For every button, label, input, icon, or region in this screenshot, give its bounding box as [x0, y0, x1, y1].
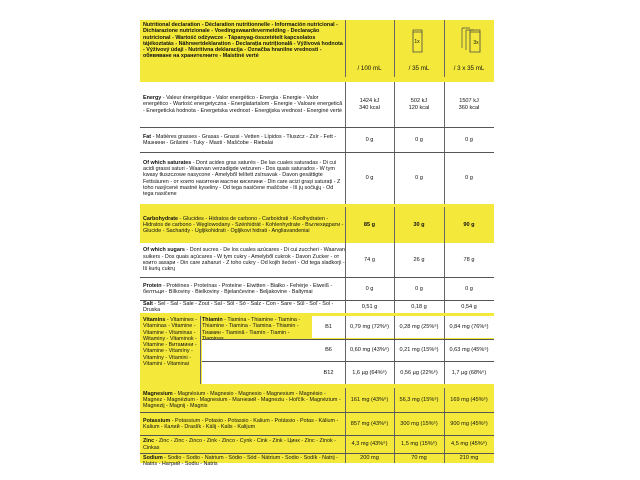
carbohydrate-desc: - Glucides - Hidratos de carbono - Carboidrati - Koolhydraten - Hidratos de carbono - Węglowodany - Szénhidrát - Kohlenhydrate - Въглехидрати - Glucide - Sacharidy - Ugljikohidrati - Ogljikovi hidrati - Angliavandeniai [143, 215, 344, 235]
vitamin-b12-row [202, 362, 494, 384]
magnesium-label: Magnesium [143, 390, 173, 397]
energy-100ml: 1424 kJ 340 kcal [359, 98, 380, 111]
energy-desc: - Valeur énergétique - Valor energético - Energia - Energie - Valor energético - Wartość energetyczna - Energiatartalom - Energie - Valoare energetică - Energetická hodnota - Energetska vrednost - Energijska vrednost - Energinė vertė [143, 95, 343, 114]
nutrition-label [140, 20, 494, 468]
header-row [140, 20, 494, 77]
sodium-100ml: 200 mg [360, 455, 379, 462]
saturates-35ml: 0 g [415, 175, 423, 182]
salt-100ml: 0,51 g [361, 303, 378, 310]
vitamins-label: Vitamins [143, 317, 166, 323]
sugars-100ml: 74 g [364, 256, 375, 263]
vitamins-desc: - Vitamines - Vitaminas - Vitamine - Vitamine - Vitaminas - Witaminy - Vitaminok - Vitamine - Витамини - Vitamine - Vitamíny - Vitamíny - Vitamini - Vitamini - Vitaminai [143, 317, 198, 368]
vitamin-b12-105ml: 1,7 µg (68%⁶) [451, 369, 487, 376]
potassium-35ml: 300 mg (15%⁶) [400, 420, 438, 427]
protein-35ml: 0 g [415, 285, 423, 292]
sugars-label: Of which sugars [143, 247, 185, 254]
magnesium-row [140, 388, 494, 412]
zinc-35ml: 1,5 mg (15%⁶) [401, 441, 437, 448]
sodium-row [140, 454, 494, 468]
vitamin-b1-35ml: 0,28 mg (25%⁶) [399, 323, 439, 330]
magnesium-105ml: 169 mg (45%⁶) [450, 396, 488, 403]
salt-105ml: 0,54 g [461, 303, 477, 310]
energy-label: Energy [143, 95, 162, 102]
vitamin-b6-name: B6 [325, 347, 332, 354]
icon-3x-label: 3x [473, 40, 479, 46]
vitamin-b6-100ml: 0,60 mg (43%⁶) [350, 347, 389, 354]
vitamin-b12-name: B12 [323, 369, 334, 376]
fat-desc: - Matières grasses - Grasas - Grassi - Vetten - Lípidos - Tłuszcz - Zsír - Fett - Мазнини - Grăsimi - Tuky - Masti - Maščobe - Riebalai [143, 133, 337, 146]
salt-desc: - Sel - Sal - Sale - Zout - Sal - Sól - Só - Salz - Con - Sare - Sůl - Soľ - Sol - Druska [143, 300, 334, 313]
vitamin-b1-105ml: 0,84 mg (76%⁶) [449, 323, 489, 330]
vitamin-b12-100ml: 1,6 µg (64%⁶) [352, 369, 387, 376]
fat-105ml: 0 g [465, 136, 473, 143]
magnesium-35ml: 56,3 mg (15%⁶) [399, 396, 439, 403]
col-head-35ml: / 35 mL [408, 65, 430, 72]
fat-35ml: 0 g [415, 136, 423, 143]
sugars-row [140, 243, 494, 277]
sugars-35ml: 26 g [413, 256, 425, 263]
vitamin-b6-35ml: 0,21 mg (15%⁶) [399, 347, 439, 354]
saturates-100ml: 0 g [365, 175, 374, 182]
salt-35ml: 0,18 g [411, 303, 427, 310]
sodium-35ml: 70 mg [411, 455, 427, 462]
zinc-desc: - Zinc - Zinc - Zinco - Zink - Zinco - Cynk - Cink - Zink - Цинк - Zinc - Zinok - Cinkas [143, 438, 336, 451]
magnesium-100ml: 161 mg (43%⁶) [350, 396, 389, 403]
declaration-title: Nutritional declaration - Déclaration nutritionnelle - Información nutricional - Dichiarazione nutrizionale - Voedingswaardevermelding - Declaração nutricional - Wartość odżywcze - Tápanyag-összetételt kapcsolatos tájékoztatás - Nährwertdeklaration - Declarația nutrițională - Výživová hodnota - Výživový údaji - Nutritivna deklaracija - Označba hranilne vrednosti - обявяване на хранителните - Maistinė vertė [143, 22, 343, 60]
vitamins-block [140, 316, 494, 384]
carbohydrate-label: Carbohydrate [143, 215, 179, 222]
fat-row [140, 128, 494, 152]
thiamin-label: Thiamin [202, 317, 223, 323]
carbohydrate-105ml: 90 g [463, 221, 475, 228]
potassium-100ml: 857 mg (43%⁶) [350, 420, 389, 427]
zinc-row [140, 436, 494, 453]
potassium-row [140, 413, 494, 435]
fat-label: Fat [143, 133, 152, 140]
energy-row [140, 82, 494, 127]
sugars-desc: - Dont sucres - De los cuales azúcares - Di cui zuccheri - Waarvan suikers - Dos quais açúcares - W tym cukry - Amelyből cukrok - Davon Zucker - от които захари - Din care zaharuri - Z toho cukry - Od kojih šećeri - Od tega sladkorji - Iš kurių cukrų [143, 247, 346, 273]
salt-label: Salt [143, 300, 153, 307]
vitamin-b1-row [312, 316, 494, 338]
sodium-label: Sodium [143, 455, 163, 461]
saturates-row [140, 153, 494, 204]
vitamin-b6-105ml: 0,63 mg (45%⁶) [449, 347, 489, 354]
fat-100ml: 0 g [365, 136, 374, 143]
potassium-105ml: 900 mg (45%⁶) [450, 420, 488, 427]
protein-row [140, 278, 494, 300]
protein-desc: - Protéines - Proteínas - Proteine - Eiwitten - Białko - Fehérje - Eiweiß - белтъци - Bílkoviny - Bielkoviny - Bjelančevine - Beljakovine - Baltymai [143, 282, 333, 295]
potassium-label: Potassium [143, 417, 171, 424]
saturates-desc: - Dont acides gras saturés - De las cuales saturadas - Di cui acidi grassi saturi - Waarvan verzadigde vetzuren - Dos quais saturados - W tym kwasy tłuszczowe nasycone - Amelyből telített zsírsavak - Davon gesättigte Fettsäuren - от които наситени мастни киселини - Din care acizi grași saturați - Z toho nasýcené mastné kyseliny - Od tega nasičene maščobe - Iš jų sočiųjų - Od tega nasičene [143, 159, 341, 198]
energy-105ml: 1507 kJ 360 kcal [458, 98, 480, 111]
protein-label: Protein [143, 282, 162, 289]
sugars-105ml: 78 g [463, 256, 475, 263]
protein-105ml: 0 g [465, 285, 473, 292]
energy-35ml: 502 kJ 120 kcal [408, 98, 430, 111]
vitamin-b6-row [202, 340, 494, 361]
zinc-105ml: 4,5 mg (45%⁶) [451, 441, 487, 448]
sodium-105ml: 210 mg [459, 455, 479, 462]
carbohydrate-row [140, 207, 494, 243]
col-head-3x35ml: / 3 x 35 mL [453, 65, 485, 72]
magnesium-desc: - Magnésium - Magnesio - Magnesio - Magnesium - Magnésio - Magnez - Magnézium - Magnesium - Магнезий - Magneziu - Hořčík - Magnézium - Magnezij - Magnij - Magnis [143, 390, 341, 410]
zinc-label: Zinc [143, 438, 155, 445]
carbohydrate-35ml: 30 g [413, 221, 425, 228]
vitamin-b1-100ml: 0,79 mg (72%⁶) [350, 323, 389, 330]
zinc-100ml: 4,3 mg (43%⁶) [351, 441, 388, 448]
carbohydrate-100ml: 85 g [363, 221, 376, 228]
saturates-105ml: 0 g [465, 175, 473, 182]
salt-row [140, 301, 494, 313]
sodium-desc: - Sodio - Sodio - Natrium - Sódio - Sód - Nátrium - Sodio - Sodík - Natrij - Natris - Натрий - Sodiu - Natris [143, 455, 339, 468]
protein-100ml: 0 g [365, 285, 374, 292]
col-head-100ml: / 100 mL [357, 65, 382, 72]
vitamin-b12-35ml: 0,56 µg (22%⁶) [400, 369, 438, 376]
saturates-label: Of which saturates [143, 159, 192, 166]
vitamin-b1-name: B1 [325, 323, 332, 330]
icon-1x-label: 1x [414, 39, 420, 45]
thiamin-desc: - Tiamina - Thiamine - Tiamina - Thiamine - Tiamina - Tiamina - Thiamin - Тиамин - Tiamină - Tiamín - Tiamin - [202, 317, 301, 336]
potassium-desc: - Potassium - Potasio - Potassio - Kalium - Potássio - Potas - Kálium - Kalium - Калий - Draslík - Kálij - Kalis - Kalijum [143, 417, 339, 430]
